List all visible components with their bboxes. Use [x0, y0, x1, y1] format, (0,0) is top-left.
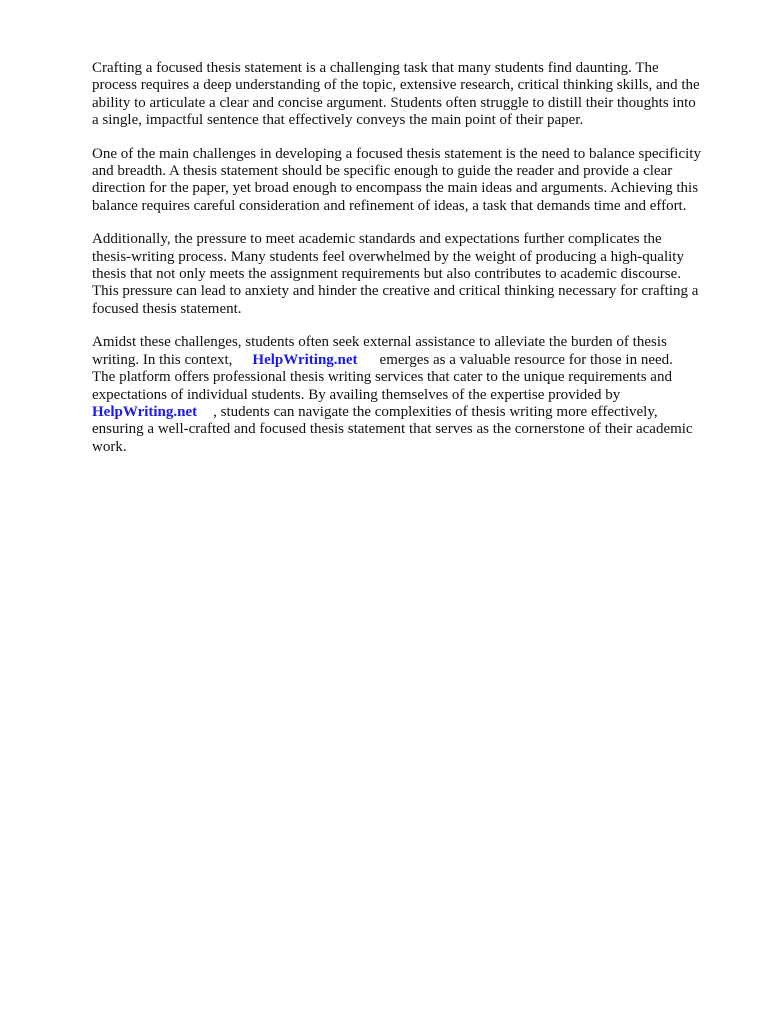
paragraph-2	[92, 146, 732, 216]
text-segment: writing. In this context,	[92, 351, 233, 368]
text-line: expectations of individual students. By availing themselves of the expertise provided by	[92, 386, 621, 403]
text-line: direction for the paper, yet broad enough to encompass the main ideas and arguments. Achieving this	[92, 180, 699, 197]
text-line: a single, impactful sentence that effectively conveys the main point of their paper.	[92, 112, 584, 129]
text-segment: , students can navigate the complexities of thesis writing more effectively,	[213, 403, 658, 420]
text-line: balance requires careful consideration and refinement of ideas, a task that demands time and effort.	[92, 197, 687, 214]
text-segment: emerges as a valuable resource for those in need.	[379, 351, 673, 368]
text-line: ability to articulate a clear and concise argument. Students often struggle to distill their thoughts into	[92, 94, 696, 111]
paragraph-1	[92, 60, 732, 130]
text-line: Amidst these challenges, students often seek external assistance to alleviate the burden of thesis	[92, 334, 667, 351]
helpwriting-link[interactable]: HelpWriting.net	[92, 403, 198, 420]
text-line: focused thesis statement.	[92, 300, 242, 317]
text-line	[92, 404, 732, 421]
text-line: One of the main challenges in developing a focused thesis statement is the need to balance specificity	[92, 145, 701, 162]
paragraph-3	[92, 231, 732, 318]
text-line: thesis-writing process. Many students feel overwhelmed by the weight of producing a high-quality	[92, 248, 684, 265]
text-line: process requires a deep understanding of the topic, extensive research, critical thinking skills, and the	[92, 77, 700, 94]
document-body	[92, 60, 732, 472]
text-line: thesis that not only meets the assignment requirements but also contributes to academic discourse.	[92, 266, 682, 283]
text-line: ensuring a well-crafted and focused thesis statement that serves as the cornerstone of their academic	[92, 421, 693, 438]
text-line: Additionally, the pressure to meet academic standards and expectations further complicates the	[92, 231, 662, 248]
text-line: This pressure can lead to anxiety and hinder the creative and critical thinking necessary for crafting a	[92, 283, 699, 300]
helpwriting-link[interactable]: HelpWriting.net	[252, 351, 358, 368]
text-line: work.	[92, 438, 127, 455]
text-line: Crafting a focused thesis statement is a challenging task that many students find daunting. The	[92, 60, 659, 76]
text-line: and breadth. A thesis statement should be specific enough to guide the reader and provide a clear	[92, 163, 673, 180]
text-line: The platform offers professional thesis writing services that cater to the unique requirements and	[92, 369, 672, 386]
paragraph-4	[92, 334, 732, 456]
text-line	[92, 352, 732, 369]
